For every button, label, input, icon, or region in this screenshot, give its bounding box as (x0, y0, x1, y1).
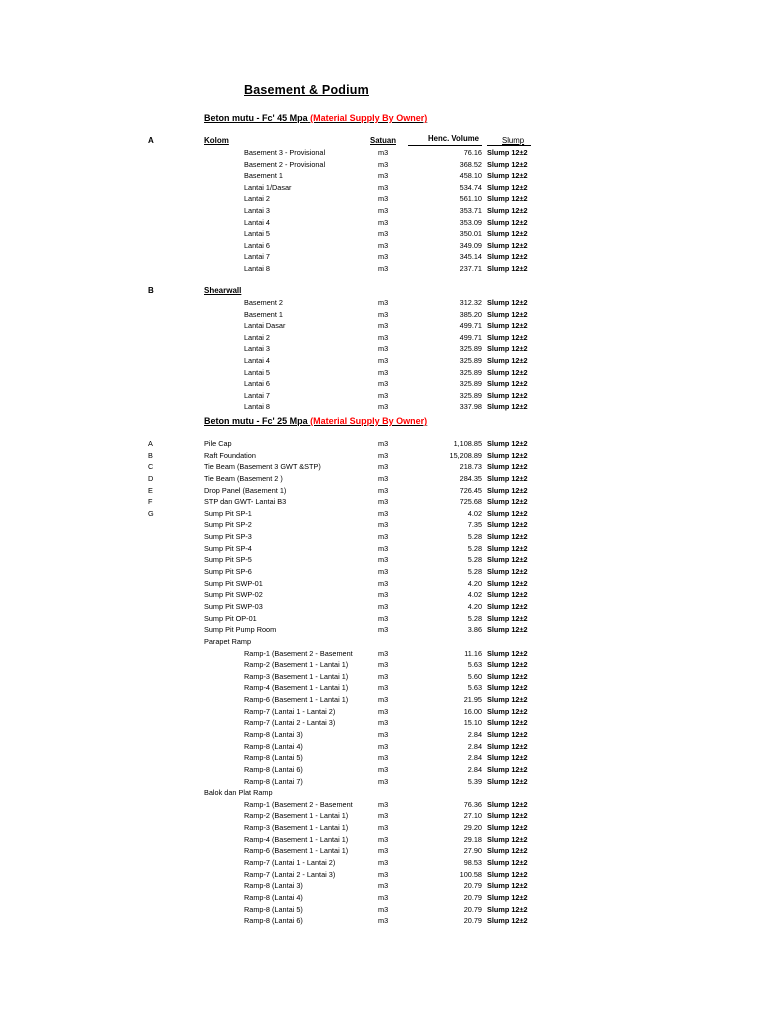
row-volume: 385.20 (459, 309, 482, 319)
row-unit: m3 (378, 532, 389, 542)
row-volume: 20.79 (463, 892, 482, 902)
row-unit: m3 (378, 298, 389, 307)
row-volume: 5.63 (467, 660, 482, 670)
row-unit: m3 (378, 834, 389, 844)
row-letter: E (148, 485, 153, 495)
row-item: Sump Pit SP-1 (204, 508, 252, 518)
column-header-satuan: Satuan (370, 136, 396, 145)
row-slump: Slump 12±2 (487, 695, 528, 705)
row-slump: Slump 12±2 (487, 776, 528, 786)
row-volume: 4.20 (467, 601, 482, 611)
row-slump: Slump 12±2 (487, 520, 528, 530)
row-slump: Slump 12±2 (487, 753, 528, 763)
row-item: Lantai 8 (244, 402, 270, 412)
row-item: Lantai 4 (244, 217, 270, 227)
row-item: Lantai 3 (244, 344, 270, 354)
row-unit: m3 (378, 695, 389, 705)
row-unit: m3 (378, 148, 389, 157)
row-slump: Slump 12±2 (487, 834, 528, 844)
row-item: Ramp-4 (Basement 1 - Lantai 1) (244, 683, 349, 693)
row-unit: m3 (378, 613, 389, 623)
row-item: Lantai 8 (244, 264, 270, 273)
row-letter: C (148, 462, 154, 472)
row-unit: m3 (378, 846, 389, 856)
row-slump: Slump 12±2 (487, 508, 528, 518)
row-volume: 325.89 (459, 344, 482, 354)
row-unit: m3 (378, 683, 389, 693)
row-item: Ramp-7 (Lantai 2 - Lantai 3) (244, 869, 336, 879)
row-volume: 561.10 (459, 194, 482, 204)
row-slump: Slump 12±2 (487, 462, 528, 472)
row-volume: 3.86 (467, 625, 482, 635)
row-item: Lantai 1/Dasar (244, 182, 292, 192)
row-slump: Slump 12±2 (487, 367, 528, 377)
row-item: Ramp-6 (Basement 1 - Lantai 1) (244, 695, 349, 705)
row-item: Sump Pit SP-6 (204, 567, 252, 577)
row-volume: 5.39 (467, 776, 482, 786)
row-item: Sump Pit OP-01 (204, 613, 257, 623)
row-letter: F (148, 497, 153, 507)
row-unit: m3 (378, 811, 389, 821)
row-item: Ramp-8 (Lantai 6) (244, 764, 303, 774)
row-slump: Slump 12±2 (487, 590, 528, 600)
row-volume: 458.10 (459, 171, 482, 181)
row-letter: B (148, 450, 153, 460)
row-unit: m3 (378, 332, 389, 342)
row-item: Lantai Dasar (244, 321, 286, 331)
row-volume: 534.74 (459, 182, 482, 192)
group-name: Shearwall (204, 286, 242, 295)
row-unit: m3 (378, 764, 389, 774)
row-unit: m3 (378, 439, 389, 448)
row-unit: m3 (378, 776, 389, 786)
row-unit: m3 (378, 379, 389, 389)
row-unit: m3 (378, 462, 389, 472)
slump-header-rule (487, 145, 531, 146)
row-slump: Slump 12±2 (487, 485, 528, 495)
row-unit: m3 (378, 601, 389, 611)
row-slump: Slump 12±2 (487, 892, 528, 902)
row-volume: 15.10 (463, 718, 482, 728)
row-volume: 345.14 (459, 252, 482, 262)
row-unit: m3 (378, 252, 389, 262)
row-volume: 76.36 (463, 799, 482, 809)
row-unit: m3 (378, 520, 389, 530)
row-item: Balok dan Plat Ramp (204, 788, 273, 798)
row-item: Ramp-8 (Lantai 3) (244, 881, 303, 891)
row-letter: G (148, 508, 154, 518)
row-slump: Slump 12±2 (487, 741, 528, 751)
row-volume: 20.79 (463, 881, 482, 891)
row-volume: 350.01 (459, 229, 482, 239)
row-volume: 284.35 (459, 473, 482, 483)
section-2-heading-note: (Material Supply By Owner) (310, 416, 428, 426)
row-unit: m3 (378, 508, 389, 518)
row-unit: m3 (378, 240, 389, 250)
row-slump: Slump 12±2 (487, 706, 528, 716)
row-volume: 237.71 (459, 264, 482, 273)
row-slump: Slump 12±2 (487, 356, 528, 365)
row-unit: m3 (378, 892, 389, 902)
row-volume: 27.90 (463, 846, 482, 856)
volume-header-rule (408, 145, 482, 146)
row-volume: 5.28 (467, 532, 482, 542)
row-slump: Slump 12±2 (487, 660, 528, 670)
row-item: Sump Pit Pump Room (204, 625, 277, 635)
row-unit: m3 (378, 823, 389, 833)
row-item: Ramp-7 (Lantai 1 - Lantai 2) (244, 858, 336, 868)
row-item: Ramp-4 (Basement 1 - Lantai 1) (244, 834, 349, 844)
column-header-slump: Slump (502, 136, 525, 145)
row-item: Parapet Ramp (204, 636, 252, 646)
row-unit: m3 (378, 567, 389, 577)
row-slump: Slump 12±2 (487, 321, 528, 331)
row-slump: Slump 12±2 (487, 625, 528, 635)
column-header-volume: Henc. Volume (428, 134, 479, 143)
group-letter: A (148, 136, 154, 145)
row-unit: m3 (378, 671, 389, 681)
row-slump: Slump 12±2 (487, 532, 528, 542)
row-volume: 312.32 (459, 298, 482, 307)
row-unit: m3 (378, 718, 389, 728)
row-item: Ramp-1 (Basement 2 - Basement (244, 799, 353, 809)
row-volume: 725.68 (459, 497, 482, 507)
row-unit: m3 (378, 473, 389, 483)
row-slump: Slump 12±2 (487, 671, 528, 681)
row-slump: Slump 12±2 (487, 450, 528, 460)
row-item: Drop Panel (Basement 1) (204, 485, 287, 495)
row-slump: Slump 12±2 (487, 344, 528, 354)
row-volume: 325.89 (459, 367, 482, 377)
row-volume: 726.45 (459, 485, 482, 495)
row-slump: Slump 12±2 (487, 811, 528, 821)
row-unit: m3 (378, 367, 389, 377)
row-volume: 7.35 (467, 520, 482, 530)
row-volume: 325.89 (459, 356, 482, 365)
row-volume: 29.18 (463, 834, 482, 844)
row-item: Ramp-7 (Lantai 2 - Lantai 3) (244, 718, 336, 728)
row-item: Pile Cap (204, 439, 232, 448)
row-volume: 5.28 (467, 555, 482, 565)
row-slump: Slump 12±2 (487, 497, 528, 507)
row-volume: 11.16 (464, 648, 482, 658)
row-unit: m3 (378, 660, 389, 670)
row-item: Ramp-2 (Basement 1 - Lantai 1) (244, 660, 349, 670)
row-unit: m3 (378, 497, 389, 507)
row-volume: 21.95 (463, 695, 482, 705)
row-unit: m3 (378, 858, 389, 868)
row-unit: m3 (378, 881, 389, 891)
row-slump: Slump 12±2 (487, 683, 528, 693)
row-item: Lantai 7 (244, 390, 270, 400)
row-item: Sump Pit SWP-02 (204, 590, 263, 600)
row-slump: Slump 12±2 (487, 182, 528, 192)
row-volume: 4.02 (467, 590, 482, 600)
row-slump: Slump 12±2 (487, 869, 528, 879)
section-1-heading-note: (Material Supply By Owner) (310, 113, 428, 123)
row-item: Sump Pit SP-4 (204, 543, 252, 553)
section-1-heading (204, 113, 427, 123)
row-volume: 20.79 (463, 916, 482, 926)
row-slump: Slump 12±2 (487, 799, 528, 809)
row-unit: m3 (378, 485, 389, 495)
row-item: Tie Beam (Basement 3 GWT &STP) (204, 462, 321, 472)
row-unit: m3 (378, 904, 389, 914)
row-volume: 20.79 (463, 904, 482, 914)
row-slump: Slump 12±2 (487, 846, 528, 856)
row-volume: 325.89 (459, 379, 482, 389)
row-item: STP dan GWT- Lantai B3 (204, 497, 287, 507)
row-volume: 499.71 (459, 332, 482, 342)
row-unit: m3 (378, 390, 389, 400)
row-unit: m3 (378, 730, 389, 739)
row-volume: 5.28 (467, 543, 482, 553)
row-item: Basement 2 (244, 298, 283, 307)
row-unit: m3 (378, 578, 389, 588)
row-slump: Slump 12±2 (487, 298, 528, 307)
row-item: Ramp-1 (Basement 2 - Basement (244, 648, 353, 658)
row-slump: Slump 12±2 (487, 390, 528, 400)
row-item: Sump Pit SP-5 (204, 555, 252, 565)
row-unit: m3 (378, 753, 389, 763)
row-slump: Slump 12±2 (487, 858, 528, 868)
row-slump: Slump 12±2 (487, 439, 528, 448)
row-item: Lantai 4 (244, 356, 270, 365)
row-volume: 325.89 (459, 390, 482, 400)
row-item: Lantai 2 (244, 332, 270, 342)
row-volume: 4.20 (467, 578, 482, 588)
row-unit: m3 (378, 344, 389, 354)
row-volume: 5.28 (467, 613, 482, 623)
row-slump: Slump 12±2 (487, 764, 528, 774)
row-unit: m3 (378, 555, 389, 565)
page-title: Basement & Podium (244, 83, 369, 97)
row-item: Ramp-8 (Lantai 4) (244, 741, 303, 751)
row-item: Ramp-2 (Basement 1 - Lantai 1) (244, 811, 349, 821)
row-unit: m3 (378, 206, 389, 215)
row-item: Ramp-7 (Lantai 1 - Lantai 2) (244, 706, 336, 716)
row-slump: Slump 12±2 (487, 264, 528, 273)
row-slump: Slump 12±2 (487, 309, 528, 319)
row-slump: Slump 12±2 (487, 159, 528, 169)
row-slump: Slump 12±2 (487, 171, 528, 181)
row-slump: Slump 12±2 (487, 555, 528, 565)
row-unit: m3 (378, 194, 389, 204)
section-2-heading-text: Beton mutu - Fc' 25 Mpa (204, 416, 311, 426)
row-volume: 2.84 (467, 730, 482, 739)
row-slump: Slump 12±2 (487, 567, 528, 577)
row-volume: 2.84 (467, 753, 482, 763)
row-item: Basement 1 (244, 171, 283, 181)
row-volume: 337.98 (459, 402, 482, 412)
row-unit: m3 (378, 182, 389, 192)
row-slump: Slump 12±2 (487, 379, 528, 389)
row-slump: Slump 12±2 (487, 601, 528, 611)
row-item: Lantai 5 (244, 367, 270, 377)
row-unit: m3 (378, 706, 389, 716)
row-volume: 76.16 (463, 148, 482, 157)
row-slump: Slump 12±2 (487, 718, 528, 728)
row-volume: 98.53 (463, 858, 482, 868)
row-unit: m3 (378, 171, 389, 181)
row-unit: m3 (378, 916, 389, 926)
row-unit: m3 (378, 625, 389, 635)
row-slump: Slump 12±2 (487, 916, 528, 926)
row-slump: Slump 12±2 (487, 473, 528, 483)
row-volume: 218.73 (459, 462, 482, 472)
row-volume: 5.63 (467, 683, 482, 693)
row-item: Ramp-8 (Lantai 4) (244, 892, 303, 902)
row-volume: 499.71 (459, 321, 482, 331)
row-unit: m3 (378, 229, 389, 239)
row-unit: m3 (378, 799, 389, 809)
row-slump: Slump 12±2 (487, 217, 528, 227)
row-volume: 353.71 (459, 206, 482, 215)
row-item: Ramp-8 (Lantai 7) (244, 776, 303, 786)
row-slump: Slump 12±2 (487, 823, 528, 833)
row-slump: Slump 12±2 (487, 904, 528, 914)
row-volume: 4.02 (467, 508, 482, 518)
row-item: Lantai 6 (244, 379, 270, 389)
row-item: Basement 1 (244, 309, 283, 319)
row-unit: m3 (378, 648, 389, 658)
row-item: Ramp-8 (Lantai 5) (244, 753, 303, 763)
row-volume: 15,208.89 (449, 450, 482, 460)
row-unit: m3 (378, 402, 389, 412)
row-volume: 5.28 (467, 567, 482, 577)
row-item: Ramp-6 (Basement 1 - Lantai 1) (244, 846, 349, 856)
row-slump: Slump 12±2 (487, 240, 528, 250)
row-volume: 5.60 (467, 671, 482, 681)
row-unit: m3 (378, 309, 389, 319)
row-unit: m3 (378, 356, 389, 365)
group-name: Kolom (204, 136, 229, 145)
row-item: Lantai 6 (244, 240, 270, 250)
row-volume: 100.58 (459, 869, 482, 879)
row-slump: Slump 12±2 (487, 332, 528, 342)
row-volume: 2.84 (467, 741, 482, 751)
row-slump: Slump 12±2 (487, 402, 528, 412)
section-2-heading (204, 416, 427, 426)
row-item: Basement 3 - Provisional (244, 148, 326, 157)
row-slump: Slump 12±2 (487, 229, 528, 239)
row-unit: m3 (378, 321, 389, 331)
row-item: Lantai 3 (244, 206, 270, 215)
row-slump: Slump 12±2 (487, 543, 528, 553)
row-unit: m3 (378, 543, 389, 553)
row-slump: Slump 12±2 (487, 730, 528, 739)
row-letter: A (148, 439, 153, 448)
row-slump: Slump 12±2 (487, 613, 528, 623)
row-unit: m3 (378, 264, 389, 273)
row-item: Ramp-3 (Basement 1 - Lantai 1) (244, 671, 349, 681)
row-item: Tie Beam (Basement 2 ) (204, 473, 283, 483)
row-item: Sump Pit SWP-03 (204, 601, 263, 611)
row-volume: 368.52 (459, 159, 482, 169)
row-slump: Slump 12±2 (487, 252, 528, 262)
row-letter: D (148, 473, 154, 483)
row-item: Sump Pit SWP-01 (204, 578, 263, 588)
row-unit: m3 (378, 450, 389, 460)
row-volume: 29.20 (463, 823, 482, 833)
row-volume: 27.10 (463, 811, 482, 821)
row-unit: m3 (378, 217, 389, 227)
row-slump: Slump 12±2 (487, 578, 528, 588)
row-volume: 349.09 (459, 240, 482, 250)
row-item: Sump Pit SP-3 (204, 532, 252, 542)
row-unit: m3 (378, 741, 389, 751)
row-item: Ramp-8 (Lantai 3) (244, 730, 303, 739)
row-unit: m3 (378, 869, 389, 879)
section-1-heading-text: Beton mutu - Fc' 45 Mpa (204, 113, 308, 123)
row-slump: Slump 12±2 (487, 648, 528, 658)
row-item: Raft Foundation (204, 450, 256, 460)
row-volume: 1,108.85 (453, 439, 482, 448)
row-slump: Slump 12±2 (487, 148, 528, 157)
row-item: Lantai 7 (244, 252, 270, 262)
row-unit: m3 (378, 159, 389, 169)
row-item: Ramp-8 (Lantai 5) (244, 904, 303, 914)
row-item: Ramp-8 (Lantai 6) (244, 916, 303, 926)
row-item: Lantai 5 (244, 229, 270, 239)
row-volume: 16.00 (463, 706, 482, 716)
row-unit: m3 (378, 590, 389, 600)
row-slump: Slump 12±2 (487, 194, 528, 204)
row-item: Basement 2 - Provisional (244, 159, 326, 169)
row-item: Lantai 2 (244, 194, 270, 204)
row-slump: Slump 12±2 (487, 206, 528, 215)
row-item: Sump Pit SP-2 (204, 520, 252, 530)
row-volume: 2.84 (467, 764, 482, 774)
row-slump: Slump 12±2 (487, 881, 528, 891)
group-letter: B (148, 286, 154, 295)
row-volume: 353.09 (459, 217, 482, 227)
row-item: Ramp-3 (Basement 1 - Lantai 1) (244, 823, 349, 833)
